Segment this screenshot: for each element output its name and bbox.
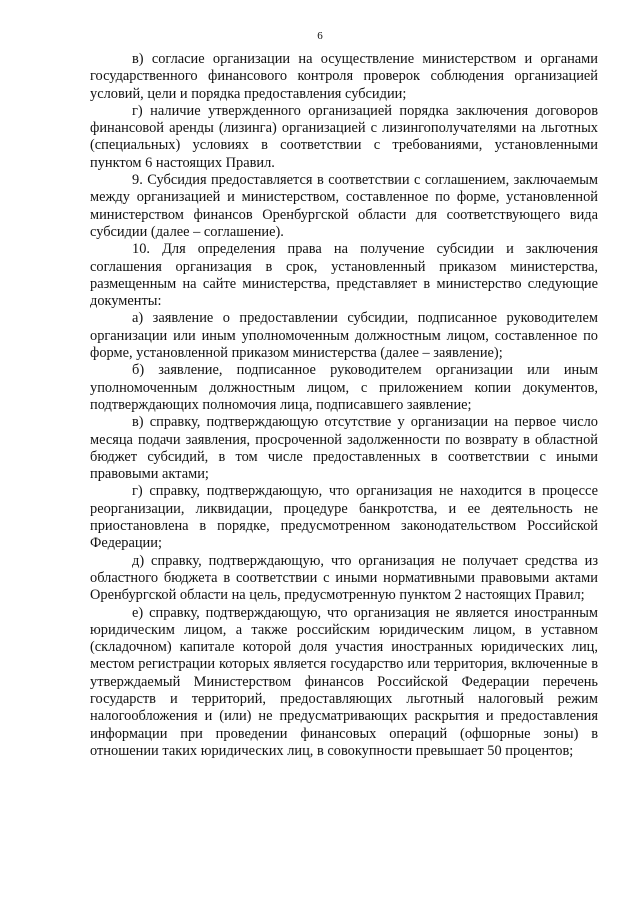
paragraph-d-no-other-funds-certificate: д) справку, подтверждающую, что организация не получает средства из областного бюджета в соответствии с иными нормативными правовыми актами Оренбургской области на цель, предусмотренную пунктом 2 настоящих Правил; [90, 552, 598, 604]
paragraph-v-no-debt-certificate: в) справку, подтверждающую отсутствие у организации на первое число месяца подачи заявления, просроченной задолженности по возврату в областной бюджет субсидий, в том числе предоставленных в соответствии с иными правовыми актами; [90, 414, 598, 483]
paragraph-e-not-foreign-entity-certificate: е) справку, подтверждающую, что организация не является иностранным юридическим лицом, а также российским юридическим лицом, в уставном (складочном) капитале которой доля участия иностранных юридических лиц, местом регистрации которых является государство или территория, включенные в утверждаемый Министерством финансов Российской Федерации перечень государств и территорий, предоставляющих льготный налоговый режим налогообложения и (или) не предусматривающих раскрытия и предоставления информации при проведении финансовых операций (офшорные зоны) в отношении таких юридических лиц, в совокупности превышает 50 процентов; [90, 604, 598, 759]
paragraph-9-subsidy-agreement: 9. Субсидия предоставляется в соответствии с соглашением, заключаемым между организацией и министерством, составленное по форме, установленной министерством финансов Оренбургской области для соответствующего вида субсидии (далее – соглашение). [90, 172, 598, 240]
paragraph-b-signed-application: б) заявление, подписанное руководителем организации или иным уполномоченным должностным лицом, с приложением копии документов, подтверждающих полномочия лица, подписавшего заявление; [90, 362, 598, 413]
document-body [90, 51, 598, 760]
paragraph-10-documents: 10. Для определения права на получение субсидии и заключения соглашения организация в срок, установленный приказом министерства, размещенным на сайте министерства, представляет в министерство следующие документы: [90, 241, 598, 310]
page-number: 6 [317, 30, 323, 42]
paragraph-a-application: а) заявление о предоставлении субсидии, подписанное руководителем организации или иным уполномоченным должностным лицом, составленное по форме, установленной приказом министерства (далее – заявление); [90, 310, 598, 362]
paragraph-g-no-reorganization-certificate: г) справку, подтверждающую, что организация не находится в процессе реорганизации, ликвидации, процедуре банкротства, и ее деятельность не приостановлена в порядке, предусмотренном законодательством Российской Федерации; [90, 483, 598, 552]
paragraph-g-leasing-order: г) наличие утвержденного организацией порядка заключения договоров финансовой аренды (лизинга) организацией с лизингополучателями на льготных (специальных) условиях в соответствии с требованиями, установленными пунктом 6 настоящих Правил. [90, 102, 598, 171]
paragraph-v-consent: в) согласие организации на осуществление министерством и органами государственного финансового контроля проверок соблюдения организацией условий, цели и порядка предоставления субсидии; [90, 51, 598, 102]
